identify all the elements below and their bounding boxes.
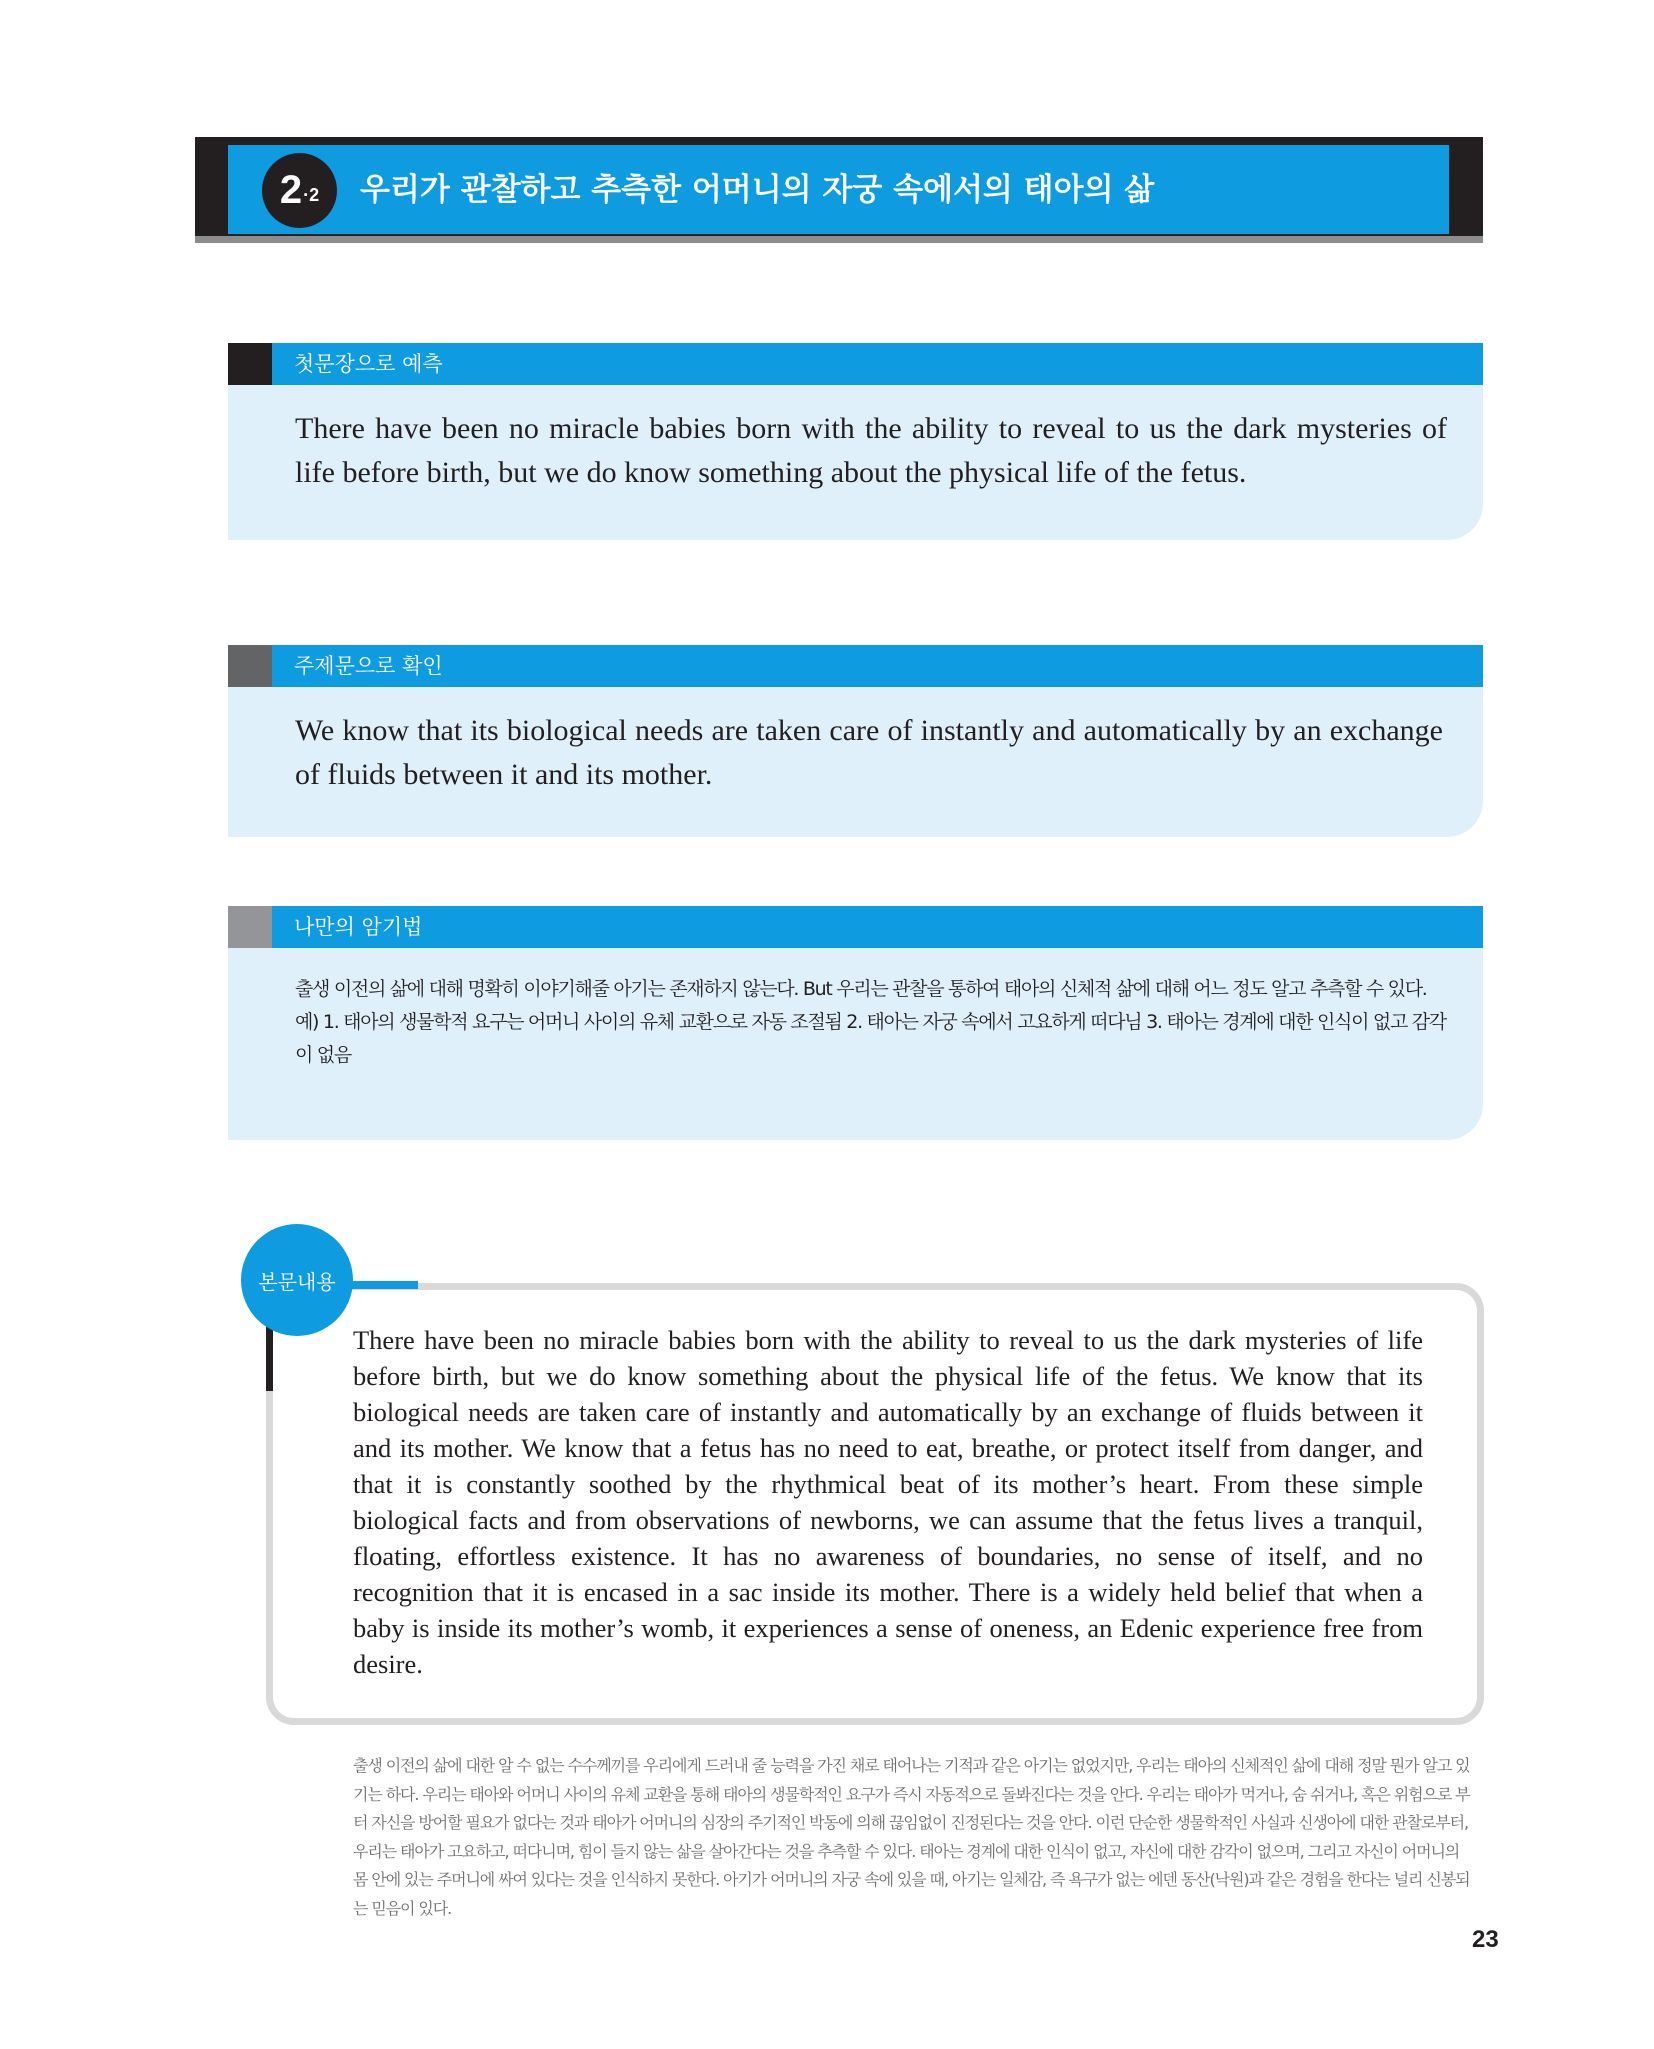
first-sentence-label: 첫문장으로 예측 — [294, 352, 443, 376]
topic-sentence-text: We know that its biological needs are taken care of instantly and automatically by an exchange of fluids between it and its mother. — [295, 714, 1443, 791]
main-passage-badge: 본문내용 — [241, 1224, 353, 1336]
main-passage-badge-line — [350, 1281, 418, 1289]
topic-sentence-body — [228, 687, 1483, 837]
topic-sentence-box — [228, 645, 1483, 837]
page-number: 23 — [1472, 1926, 1499, 1953]
memory-tip-line-2: 예) 1. 태아의 생물학적 요구는 어머니 사이의 유체 교환으로 자동 조절됨 2. 태아는 자궁 속에서 고요하게 떠다님 3. 태아는 경계에 대한 인식이 없고 감각이 없음 — [295, 1011, 1446, 1066]
section-subnumber: ·2 — [303, 185, 320, 205]
section-title: 우리가 관찰하고 추측한 어머니의 자궁 속에서의 태아의 삶 — [360, 172, 1155, 208]
main-passage-side-bar — [266, 1323, 273, 1391]
memory-tip-header — [228, 906, 1483, 948]
first-sentence-text: There have been no miracle babies born with the ability to reveal to us the dark mysteries of life before birth, but we do know something about the physical life of the fetus. — [295, 412, 1447, 489]
korean-translation: 출생 이전의 삶에 대한 알 수 없는 수수께끼를 우리에게 드러내 줄 능력을 가진 채로 태어나는 기적과 같은 아기는 없었지만, 우리는 태아의 신체적인 삶에 대해 정말 뭔가 알고 있기는 하다. 우리는 태아와 어머니 사이의 유체 교환을 통해 태아의 생물학적인 요구가 즉시 자동적으로 돌봐진다는 것을 안다. 우리는 태아가 먹거나, 숨 쉬거나, 혹은 위험으로 부터 자신을 방어할 필요가 없다는 것과 태아가 어머니의 심장의 주기적인 박동에 의해 끊임없이 진정된다는 것을 안다. 이런 단순한 생물학적인 사실과 신생아에 대한 관찰로부터, 우리는 태아가 고요하고, 떠다니며, 힘이 들지 않는 삶을 살아간다는 것을 추측할 수 있다. 태아는 경계에 대한 인식이 없고, 자신에 대한 감각이 없으며, 그리고 자신이 어머니의 몸 안에 있는 주머니에 싸여 있다는 것을 인식하지 못한다. 아기가 어머니의 자궁 속에 있을 때, 아기는 일체감, 즉 욕구가 없는 에덴 동산(낙원)과 같은 경험을 한다는 널리 신봉되는 믿음이 있다. — [353, 1756, 1470, 1918]
section-number-badge — [262, 153, 337, 228]
memory-tip-body — [228, 948, 1483, 1140]
memory-tip-tab — [228, 906, 272, 948]
topic-sentence-header — [228, 645, 1483, 687]
memory-tip-label: 나만의 암기법 — [294, 915, 423, 939]
section-number: 2 — [279, 168, 303, 212]
section-banner-shadow — [195, 236, 1483, 243]
topic-sentence-tab — [228, 645, 272, 687]
first-sentence-header — [228, 343, 1483, 385]
first-sentence-box — [228, 343, 1483, 540]
main-passage-text: There have been no miracle babies born with the ability to reveal to us the dark mysteries of life before birth, but we do know something about the physical life of the fetus. We know that its biological needs are taken care of instantly and automatically by an exchange of fluids between it and its mother. We know that a fetus has no need to eat, breathe, or protect itself from danger, and that it is constantly soothed by the rhythmical beat of its mother’s heart. From these simple biological facts and from observations of newborns, we can assume that the fetus lives a tranquil, floating, effortless existence. It has no awareness of boundaries, no sense of itself, and no recognition that it is encased in a sac inside its mother. There is a widely held belief that when a baby is inside its mother’s womb, it experiences a sense of oneness, an Edenic experience free from desire. — [353, 1325, 1423, 1679]
memory-tip-box — [228, 906, 1483, 1140]
memory-tip-line-1: 출생 이전의 삶에 대해 명확히 이야기해줄 아기는 존재하지 않는다. But 우리는 관찰을 통하여 태아의 신체적 삶에 대해 어느 정도 알고 추측할 수 있다. — [295, 978, 1427, 1000]
topic-sentence-label: 주제문으로 확인 — [294, 654, 443, 678]
first-sentence-tab — [228, 343, 272, 385]
first-sentence-body — [228, 385, 1483, 540]
